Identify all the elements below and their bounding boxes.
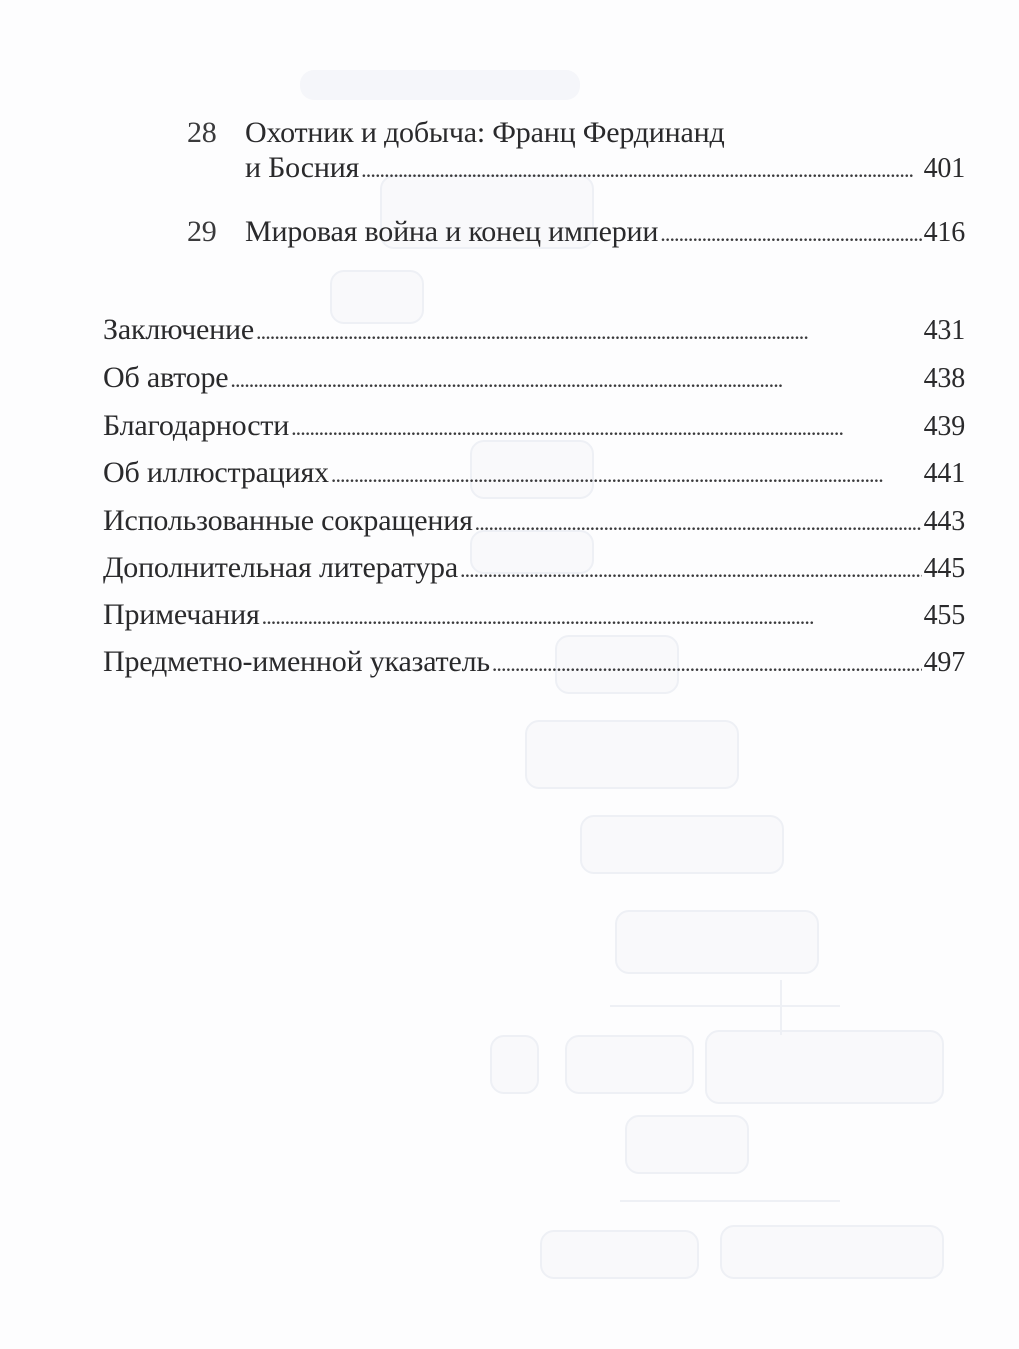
toc-entry-chapter-28-line1 xyxy=(187,116,725,150)
dot-leader xyxy=(361,153,921,187)
page-number: 431 xyxy=(923,315,965,346)
entry-title: Примечания xyxy=(103,598,260,631)
bleed-box xyxy=(565,1035,694,1094)
bleed-box xyxy=(625,1115,749,1174)
dot-leader xyxy=(492,647,922,681)
bleed-box xyxy=(580,815,784,874)
toc-entry-about-illustrations[interactable] xyxy=(103,456,965,492)
entry-title: Об иллюстрациях xyxy=(103,456,329,489)
chapter-number: 29 xyxy=(187,215,217,248)
dot-leader xyxy=(475,506,922,540)
dot-leader xyxy=(291,411,922,445)
entry-title: Об авторе xyxy=(103,361,229,394)
toc-entry-chapter-29[interactable] xyxy=(187,215,965,251)
page-number: 497 xyxy=(923,647,965,678)
chapter-number: 28 xyxy=(187,116,217,149)
page-number: 441 xyxy=(923,458,965,489)
toc-entry-further-reading[interactable] xyxy=(103,551,965,587)
chapter-title: Охотник и добыча: Франц Фердинанд xyxy=(245,116,725,149)
dot-leader xyxy=(262,600,922,634)
chapter-title-continued: и Босния xyxy=(245,151,360,184)
toc-entry-notes[interactable] xyxy=(103,598,965,634)
page-number: 455 xyxy=(923,600,965,631)
toc-entry-about-author[interactable] xyxy=(103,361,965,397)
toc-entry-chapter-28-line2[interactable] xyxy=(245,151,965,187)
bleed-connector xyxy=(610,1005,840,1007)
dot-leader xyxy=(331,458,922,492)
page-number: 439 xyxy=(923,411,965,442)
toc-entry-conclusion[interactable] xyxy=(103,313,965,349)
page-number: 443 xyxy=(923,506,965,537)
chapter-title: Мировая война и конец империи xyxy=(245,215,659,248)
page-number: 416 xyxy=(923,217,965,248)
dot-leader xyxy=(230,363,921,397)
dot-leader xyxy=(460,553,922,587)
bleed-box xyxy=(615,910,819,974)
toc-entry-index[interactable] xyxy=(103,645,965,681)
bleed-heading xyxy=(300,70,580,100)
toc-entry-abbreviations[interactable] xyxy=(103,504,965,540)
bleed-box xyxy=(525,720,739,789)
bleed-box xyxy=(720,1225,944,1279)
page-number: 438 xyxy=(923,363,965,394)
page-number: 445 xyxy=(923,553,965,584)
dot-leader xyxy=(256,315,922,349)
dot-leader xyxy=(660,217,921,251)
bleed-connector xyxy=(620,1200,840,1202)
toc-entry-acknowledgements[interactable] xyxy=(103,409,965,445)
bleed-box xyxy=(540,1230,699,1279)
page-number: 401 xyxy=(923,153,965,184)
entry-title: Предметно-именной указатель xyxy=(103,645,490,678)
entry-title: Дополнительная литература xyxy=(103,551,458,584)
bleed-box xyxy=(705,1030,944,1104)
entry-title: Заключение xyxy=(103,313,254,346)
entry-title: Благодарности xyxy=(103,409,290,442)
entry-title: Использованные сокращения xyxy=(103,504,473,537)
bleed-connector xyxy=(780,980,782,1035)
bleed-box xyxy=(490,1035,539,1094)
